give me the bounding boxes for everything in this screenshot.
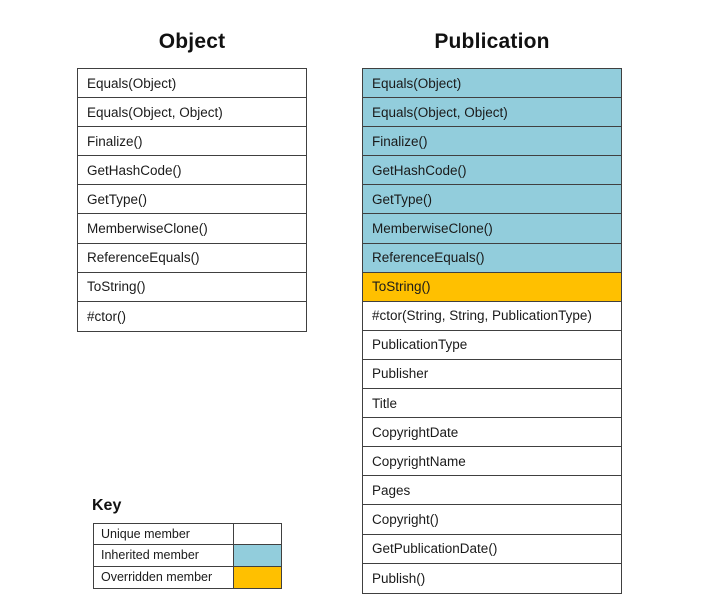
member-label: GetHashCode() xyxy=(372,162,467,178)
key-label: Unique member xyxy=(101,527,190,542)
member-row xyxy=(363,505,621,534)
member-label: GetType() xyxy=(372,191,433,207)
member-label: Finalize() xyxy=(87,133,143,149)
member-row xyxy=(363,185,621,214)
object-class-title: Object xyxy=(158,30,226,53)
member-row xyxy=(363,98,621,127)
key-row xyxy=(94,524,281,545)
key-row xyxy=(94,545,281,566)
member-label: ToString() xyxy=(87,279,146,295)
key-heading: Key xyxy=(92,497,122,514)
overridden-color-swatch xyxy=(233,567,281,588)
member-row xyxy=(363,447,621,476)
member-row xyxy=(363,214,621,243)
member-label: Publish() xyxy=(372,570,426,586)
key-label: Inherited member xyxy=(101,548,199,563)
member-row xyxy=(363,360,621,389)
member-row xyxy=(363,156,621,185)
member-label: Copyright() xyxy=(372,511,439,527)
member-label: ReferenceEquals() xyxy=(372,250,485,266)
member-row xyxy=(78,98,306,127)
member-row xyxy=(363,389,621,418)
member-row xyxy=(363,564,621,593)
member-row xyxy=(78,302,306,331)
member-label: Publisher xyxy=(372,366,429,382)
member-row xyxy=(363,127,621,156)
member-label: Pages xyxy=(372,482,411,498)
key-row xyxy=(94,567,281,588)
member-label: PublicationType xyxy=(372,337,468,353)
member-row xyxy=(78,185,306,214)
member-row xyxy=(363,302,621,331)
member-row xyxy=(363,331,621,360)
member-label: MemberwiseClone() xyxy=(372,221,493,237)
member-label: Equals(Object, Object) xyxy=(372,104,508,120)
member-label: GetHashCode() xyxy=(87,162,182,178)
member-row xyxy=(78,69,306,98)
member-row xyxy=(363,476,621,505)
publication-member-table xyxy=(362,68,622,594)
member-label: MemberwiseClone() xyxy=(87,221,208,237)
member-label: Equals(Object) xyxy=(87,75,177,91)
member-row xyxy=(363,244,621,273)
member-label: GetPublicationDate() xyxy=(372,541,498,557)
member-row xyxy=(78,244,306,273)
member-row xyxy=(363,418,621,447)
member-label: GetType() xyxy=(87,191,148,207)
object-member-table xyxy=(77,68,307,332)
member-label: CopyrightName xyxy=(372,453,466,469)
member-label: Equals(Object) xyxy=(372,75,462,91)
member-label: #ctor(String, String, PublicationType) xyxy=(372,308,592,324)
publication-class-title: Publication xyxy=(434,30,550,53)
unique-color-swatch xyxy=(233,524,281,544)
member-row xyxy=(78,273,306,302)
key-label: Overridden member xyxy=(101,570,213,585)
member-label: #ctor() xyxy=(87,308,127,324)
member-label: Finalize() xyxy=(372,133,428,149)
member-label: ReferenceEquals() xyxy=(87,250,200,266)
inherited-color-swatch xyxy=(233,545,281,565)
member-label: CopyrightDate xyxy=(372,424,459,440)
member-label: ToString() xyxy=(372,279,431,295)
member-label: Title xyxy=(372,395,398,411)
member-row xyxy=(363,69,621,98)
member-row xyxy=(78,214,306,243)
key-legend-table xyxy=(93,523,282,589)
member-row xyxy=(78,127,306,156)
member-label: Equals(Object, Object) xyxy=(87,104,223,120)
member-row xyxy=(363,273,621,302)
member-row xyxy=(78,156,306,185)
member-row xyxy=(363,535,621,564)
